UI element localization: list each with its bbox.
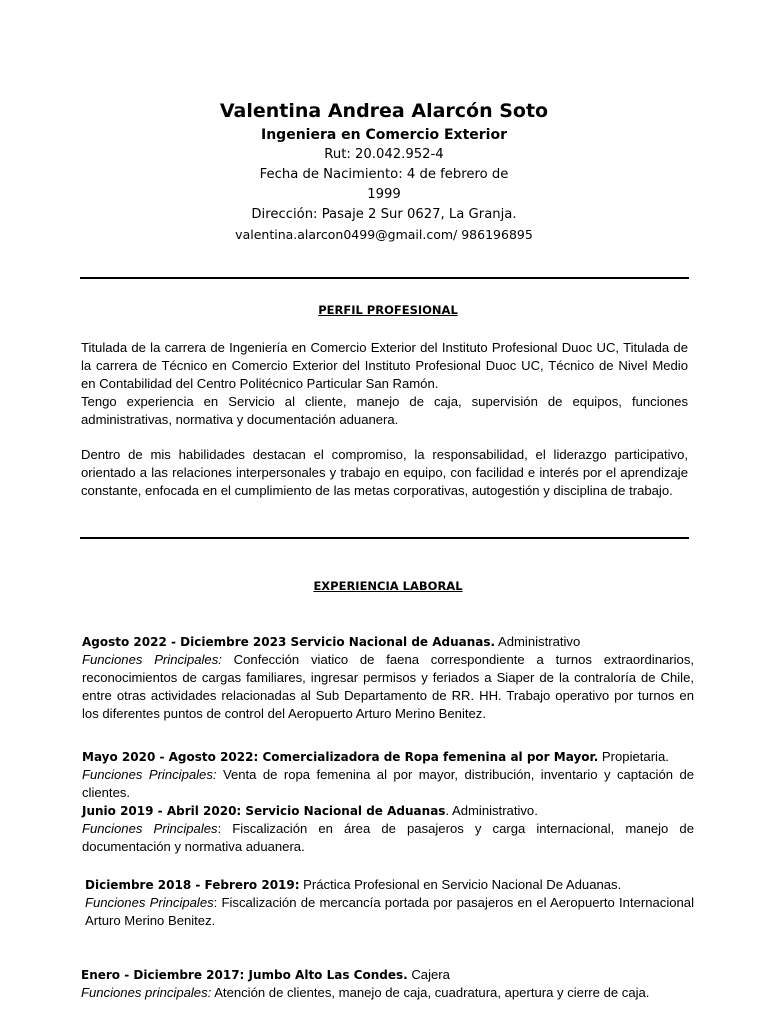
job-head: Enero - Diciembre 2017: Jumbo Alto Las Condes. <box>81 968 408 982</box>
job-description: Venta de ropa femenina al por mayor, distribución, inventario y captación de clientes. <box>82 767 695 800</box>
job-functions-label: Funciones Principales <box>85 895 214 910</box>
job-entry <box>81 966 693 1002</box>
job-description: Confección viatico de faena correspondiente a turnos extraordinarios, reconocimientos de cargas familiares, ingresar permisos y feriados a Siaper de la contraloría de Chile, entre otras actividades relacionadas al Sub Departamento de RR. HH. Trabajo operativo por turnos en los diferentes puntos de control del Aeropuerto Arturo Merino Benitez. <box>82 652 694 721</box>
candidate-title: Ingeniera en Comercio Exterior <box>261 127 507 143</box>
job-functions-label: Funciones Principales: <box>82 767 217 782</box>
job-head: Diciembre 2018 - Febrero 2019: <box>85 878 300 892</box>
profile-paragraph-1: Titulada de la carrera de Ingeniería en Comercio Exterior del Instituto Profesional Duoc UC, Titulada de la carrera de Técnico en Comercio Exterior del Instituto Profesional Duoc UC, Técnico de Nivel Medio en Contabilidad del Centro Politécnico Particular San Ramón. <box>81 340 688 391</box>
profile-paragraph-3: Dentro de mis habilidades destacan el compromiso, la responsabilidad, el liderazgo participativo, orientado a las relaciones interpersonales y trabajo en equipo, con facilidad e interés por el aprendizaje constante, enfocada en el cumplimiento de las metas corporativas, autogestión y disciplina de trabajo. <box>81 447 688 498</box>
divider-top <box>80 277 689 279</box>
job-description: Atención de clientes, manejo de caja, cuadratura, apertura y cierre de caja. <box>211 985 650 1000</box>
birth-date: Fecha de Nacimiento: 4 de febrero de 1999 <box>259 167 509 202</box>
job-functions-label: Funciones Principales <box>82 821 218 836</box>
experience-heading: EXPERIENCIA LABORAL <box>313 579 463 593</box>
job-head: Mayo 2020 - Agosto 2022: Comercializadora de Ropa femenina al por Mayor. <box>82 750 599 764</box>
job-head: Agosto 2022 - Diciembre 2023 Servicio Nacional de Aduanas. <box>82 635 496 649</box>
job-entry <box>85 876 694 930</box>
job-head: Junio 2019 - Abril 2020: Servicio Nacional de Aduanas <box>82 804 446 818</box>
job-role: Práctica Profesional en Servicio Nacional De Aduanas. <box>299 877 622 892</box>
job-description: : Fiscalización en área de pasajeros y carga internacional, manejo de documentación y normativa aduanera. <box>82 821 694 854</box>
job-role: Cajera <box>407 967 450 982</box>
job-description: : Fiscalización de mercancía portada por pasajeros en el Aeropuerto Internacional Arturo Merino Benitez. <box>85 895 694 928</box>
candidate-name: Valentina Andrea Alarcón Soto <box>219 100 549 122</box>
profile-paragraph-2: Tengo experiencia en Servicio al cliente, manejo de caja, supervisión de equipos, funciones administrativas, normativa y documentación aduanera. <box>81 394 688 427</box>
job-role: Propietaria. <box>598 749 669 764</box>
rut: Rut: 20.042.952-4 <box>324 147 444 162</box>
job-entry <box>82 748 694 802</box>
job-functions-label: Funciones Principales: <box>82 652 222 667</box>
job-role: Administrativo <box>495 634 581 649</box>
address: Dirección: Pasaje 2 Sur 0627, La Granja. <box>251 207 517 222</box>
job-entry <box>82 633 694 723</box>
job-entry <box>82 802 694 856</box>
profile-heading: PERFIL PROFESIONAL <box>318 303 458 317</box>
job-functions-label: Funciones principales: <box>81 985 212 1000</box>
divider-bottom <box>80 537 689 539</box>
cv-header <box>0 97 768 245</box>
job-role: . Administrativo. <box>445 803 538 818</box>
contact-email-phone: valentina.alarcon0499@gmail.com/ 986196895 <box>235 227 533 242</box>
